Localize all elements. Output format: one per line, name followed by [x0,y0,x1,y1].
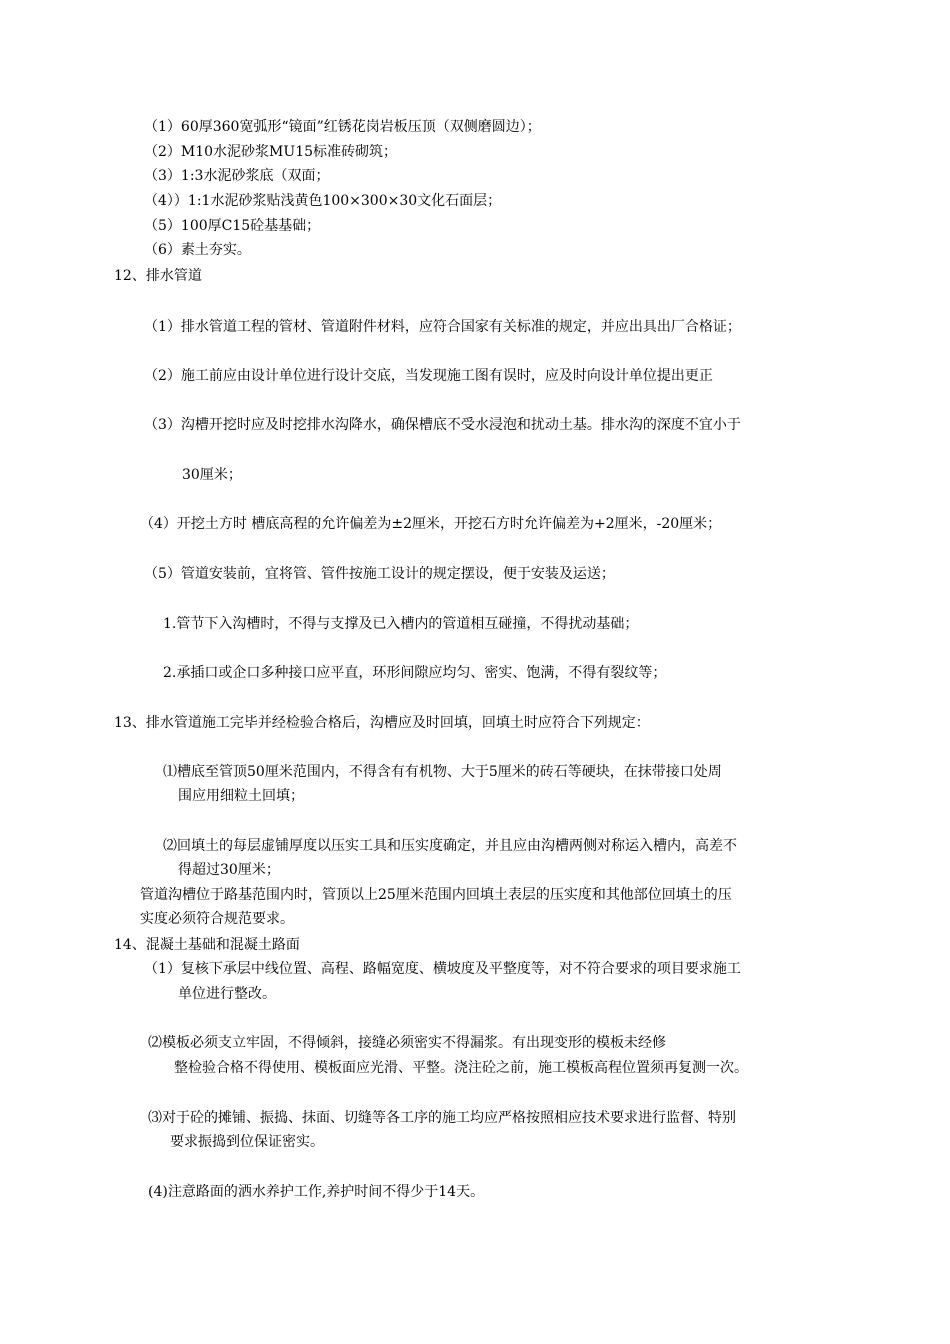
text-line-29: 要求振捣到位保证密实。 [170,1134,324,1150]
text-line-22: 实度必须符合规范要求。 [140,911,294,927]
text-line-26: ⑵模板必须支立牢固，不得倾斜，接缝必须密实不得漏浆。有出现变形的模板未经修 [148,1035,666,1051]
text-line-13: （5）管道安装前，宜将管、管件按施工设计的规定摆设，便于安装及运送； [144,566,615,582]
text-line-9: （2）施工前应由设计单位进行设计交底，当发现施工图有误时，应及时向设计单位提出更正 [144,368,713,384]
text-line-10: （3）沟槽开挖时应及时挖排水沟降水，确保槽底不受水浸泡和扰动土基。排水沟的深度不宜小于 [144,417,741,433]
text-line-4: （4））1:1水泥砂浆贴浅黄色100×300×30文化石面层； [144,193,502,209]
section-heading-14: 14、混凝土基础和混凝土路面 [114,937,300,953]
text-line-1: （1）60厚360宽弧形“镜面”红锈花岗岩板压顶（双侧磨圆边）； [144,119,541,135]
text-line-27: 整检验合格不得使用、模板面应光滑、平整。浇注砼之前，施工模板高程位置须再复测一次。 [174,1060,748,1076]
text-line-11: 30厘米； [182,467,242,483]
section-heading-13: 13、排水管道施工完毕并经检验合格后，沟槽应及时回填，回填土时应符合下列规定： [114,715,650,731]
text-line-21: 管道沟槽位于路基范围内时，管顶以上25厘米范围内回填土表层的压实度和其他部位回填土的压 [140,887,732,903]
text-line-25: 单位进行整改。 [178,986,276,1002]
text-line-5: （5）100厚C15砼基基础； [144,218,321,234]
text-line-15: 2.承插口或企口多种接口应平直，环形间隙应均匀、密实、饱满，不得有裂纹等； [163,665,667,681]
text-line-28: ⑶对于砼的摊铺、振捣、抹面、切缝等各工序的施工均应严格按照相应技术要求进行监督、特别 [148,1110,736,1126]
text-line-24: （1）复核下承层中线位置、高程、路幅宽度、横坡度及平整度等，对不符合要求的项目要求施工 [144,961,741,977]
text-line-8: （1）排水管道工程的管材、管道附件材料，应符合国家有关标准的规定，并应出具出厂合格证； [144,319,741,335]
text-line-6: （6）素土夯实。 [144,242,251,258]
text-line-20: 得超过30厘米； [178,862,280,878]
text-line-14: 1.管节下入沟槽时，不得与支撑及已入槽内的管道相互碰撞，不得扰动基础； [163,616,639,632]
text-line-18: 围应用细粒土回填； [178,788,304,804]
text-line-2: （2）M10水泥砂浆MU15标准砖砌筑； [144,144,398,160]
section-heading-12: 12、排水管道 [114,268,202,284]
text-line-30: (4)注意路面的洒水养护工作,养护时间不得少于14天。 [148,1184,485,1200]
text-line-12: （4）开挖土方时 槽底高程的允许偏差为±2厘米，开挖石方时允许偏差为+2厘米，-20厘米； [140,516,722,532]
text-line-19: ⑵回填土的每层虚铺厚度以压实工具和压实度确定，并且应由沟槽两侧对称运入槽内，高差不 [163,838,737,854]
text-line-17: ⑴槽底至管顶50厘米范围内，不得含有有机物、大于5厘米的砖石等硬块，在抹带接口处周 [163,764,722,780]
text-line-3: （3）1:3水泥砂浆底（双面； [144,168,330,184]
